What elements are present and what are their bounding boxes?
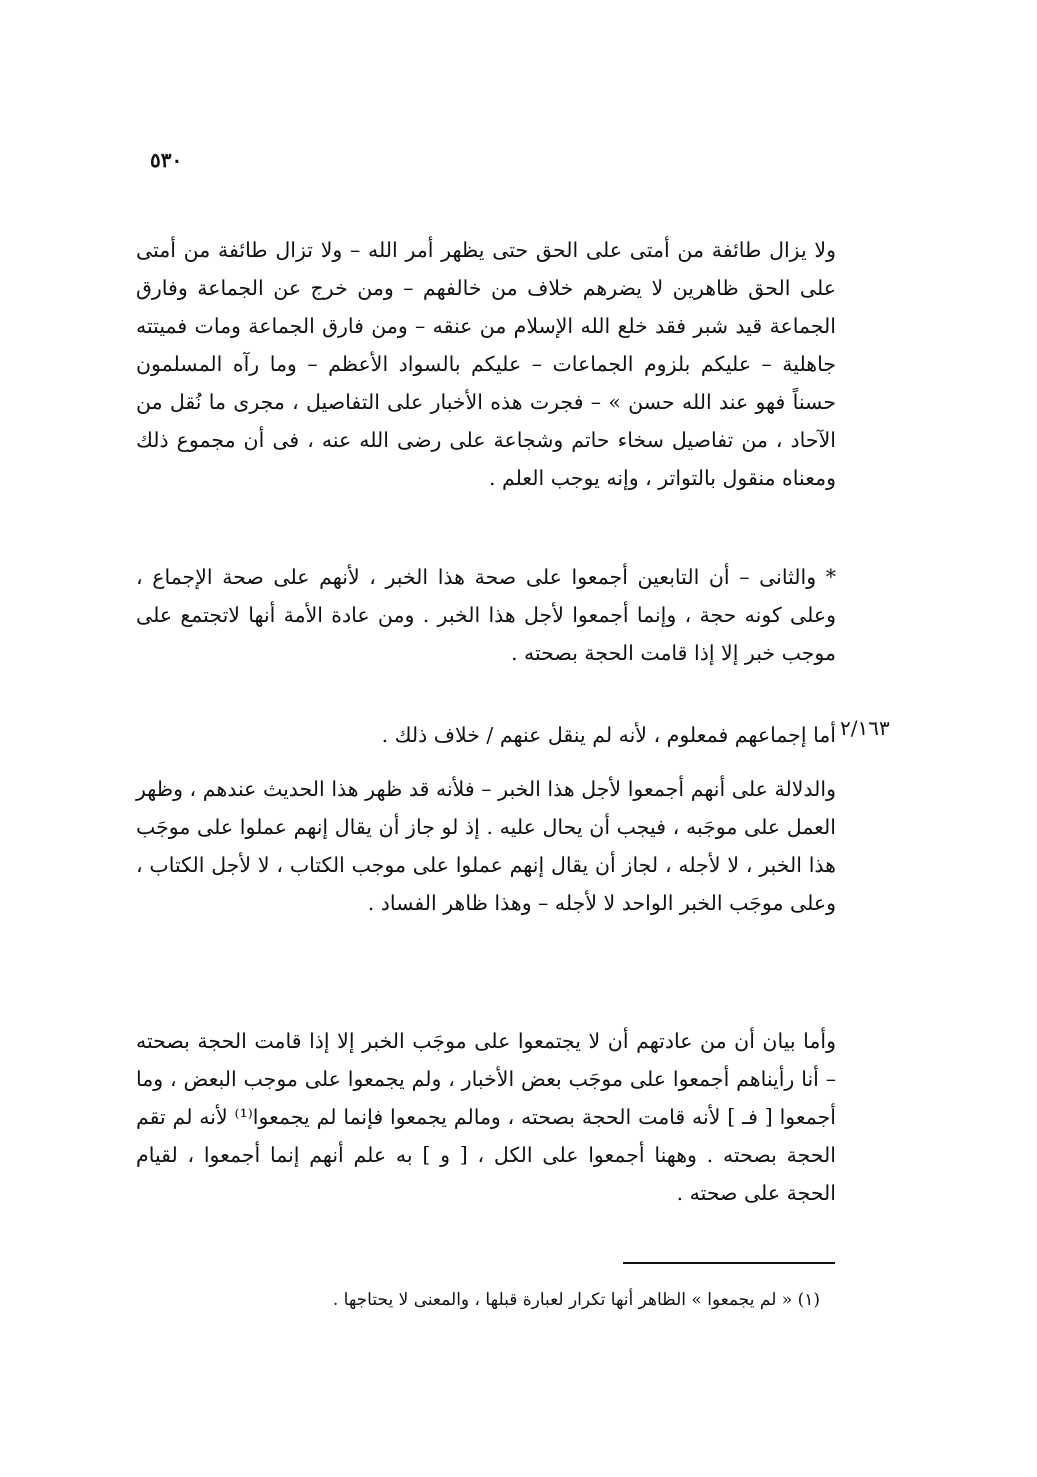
footnote: (١) « لم يجمعوا » الظاهر أنها تكرار لعبارة قبلها ، والمعنى لا يحتاجها . (332, 1290, 820, 1310)
paragraph-evidence: والدلالة على أنهم أجمعوا لأجل هذا الخبر – فلأنه قد ظهر هذا الحديث عندهم ، وظهر العمل على موجَبه ، فيجب أن يحال عليه . إذ لو جاز أن يقال إنهم عملوا على موجَب هذا الخبر ، لا لأجله ، لجاز أن يقال إنهم عملوا على موجب الكتاب ، لا لأجل الكتاب ، وعلى موجَب الخبر الواحد لا لأجله – وهذا ظاهر الفساد . (136, 777, 836, 915)
margin-reference: ٢/١٦٣ (840, 716, 890, 740)
paragraph-second-argument: * والثانى – أن التابعين أجمعوا على صحة هذا الخبر ، لأنهم على صحة الإجماع ، وعلى كونه حجة ، وإنما أجمعوا لأجل هذا الخبر . ومن عادة الأمة أنها لاتجتمع على موجب خبر إلا إذا قامت الحجة بصحته . (136, 565, 836, 665)
paragraph-custom-explanation: وأما بيان أن من عادتهم أن لا يجتمعوا على موجَب الخبر إلا إذا قامت الحجة بصحته – أنا رأيناهم أجمعوا على موجَب بعض الأخبار ، ولم يجمعوا على موجب البعض ، وما أجمعوا [ فـ ] لأنه قامت الحجة بصحته ، ومالم يجمعوا فإنما لم يجمعوا⁽¹⁾ لأنه لم تقم الحجة بصحته . وههنا أجمعوا على الكل ، [ و ] به علم أنهم إنما أجمعوا ، لقيام الحجة على صحته . (136, 1029, 836, 1205)
page-number: ٥٣٠ (150, 148, 183, 172)
paragraph-consensus-known: أما إجماعهم فمعلوم ، لأنه لم ينقل عنهم / خلاف ذلك . (381, 723, 836, 747)
footnote-divider (623, 1262, 835, 1264)
paragraph-hadith-list: ولا يزال طائفة من أمتى على الحق حتى يظهر أمر الله – ولا تزال طائفة من أمتى على الحق ظاهرين لا يضرهم خلاف من خالفهم – ومن خرج عن الجماعة وفارق الجماعة قيد شبر فقد خلع الله الإسلام من عنقه – ومن فارق الجماعة ومات فميتته جاهلية – عليكم بلزوم الجماعات – عليكم بالسواد الأعظم – وما رآه المسلمون حسناً فهو عند الله حسن » – فجرت هذه الأخبار على التفاصيل ، مجرى ما نُقل من الآحاد ، من تفاصيل سخاء حاتم وشجاعة على رضى الله عنه ، فى أن مجموع ذلك ومعناه منقول بالتواتر ، وإنه يوجب العلم . (136, 238, 836, 490)
